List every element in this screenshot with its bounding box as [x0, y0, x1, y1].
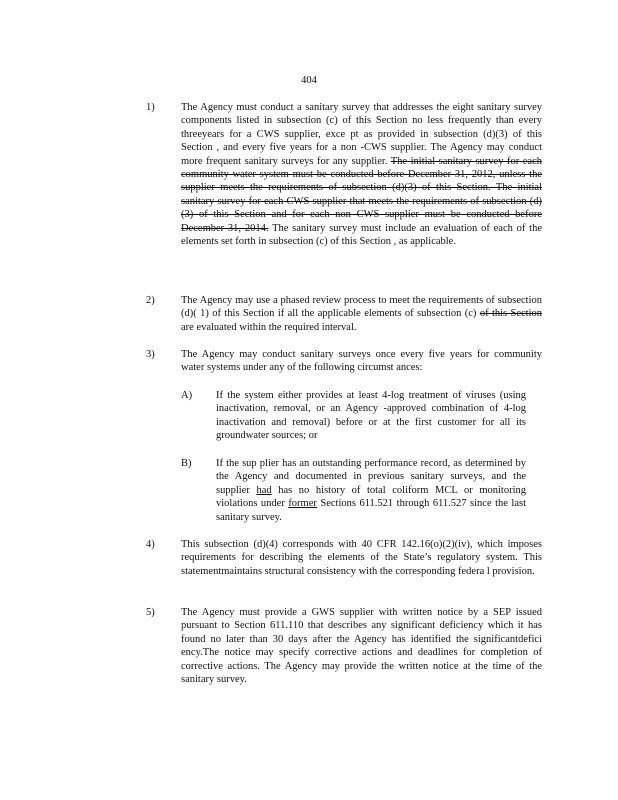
deleted-text: of this Section [479, 308, 542, 320]
page-number: 404 [301, 75, 317, 86]
item-number: 1) [146, 102, 155, 113]
item-text [216, 389, 526, 443]
item-text [181, 606, 542, 686]
inserted-text: former [288, 498, 317, 510]
item-text [181, 294, 542, 334]
item-text [181, 101, 542, 248]
text-segment: are evaluated within the required interval. [181, 321, 357, 333]
text-segment: The Agency may conduct sanitary surveys once every five years for community water systems under any of the following circumst ances: [181, 349, 542, 374]
item-text [181, 538, 542, 578]
item-number: 2) [146, 295, 155, 306]
text-segment: has no history of total coliform MCL or monitoring violations under [216, 484, 526, 510]
item-number: B) [181, 458, 192, 469]
text-segment: The Agency must conduct a sanitary survey that addresses the eight sanitary survey components listed in subsection (c) of this Section no less frequently than every threeyears for a CWS supplier, exce pt as provided in subsection (d)(3) of this Section , and every five years for a non -CWS supplier. The Agency may conduct more frequent sanitary surveys for any supplier. [181, 102, 542, 167]
item-number: 3) [146, 349, 155, 360]
item-number: 4) [146, 539, 155, 550]
text-segment: Sections 611.521 through 611.527 since the last sanitary survey. [216, 498, 527, 523]
text-segment: The Agency must provide a GWS supplier with written notice by a SEP issued pursuant to Section 611.110 that describes any significant deficiency which it has found no later than 30 days after the Agency has identified the significantdefici ency.The notice may specify corrective actions and deadlines for completion of corrective actions. The Agency may provide the written notice at the time of the sanitary survey. [181, 607, 542, 686]
text-segment: The sanitary survey must include an evaluation of each of the elements set forth in subsection (c) of this Section , as applicable. [181, 222, 543, 248]
inserted-text: had [256, 484, 272, 496]
text-segment: If the system either provides at least 4-log treatment of viruses (using inactivation, removal, or an Agency -approved combination of 4-log inactivation and removal) before or at the first customer for all its groundwater sources; or [216, 390, 526, 442]
item-number: 5) [146, 607, 155, 618]
deleted-text: The initial sanitary survey for each community water system must be conducted before December 31, 2012, unless the supplier meets the requirements of subsection (d)(3) of this Section. The initial sanitary survey for each CWS supplier that meets the requirements of subsection (d)(3) of this Section and for each non CWS supplier must be conducted before December 31, 2014. [181, 155, 543, 234]
item-text [181, 348, 542, 375]
text-segment: The Agency may use a phased review process to meet the requirements of subsection (d)( 1) of this Section if all the applicable elements of subsection (c) [181, 295, 542, 320]
text-segment: If the sup plier has an outstanding performance record, as determined by the Agency and documented in previous sanitary surveys, and the supplier [216, 458, 526, 496]
text-segment: This subsection (d)(4) corresponds with 40 CFR 142.16(o)(2)(iv), which imposes requirements for describing the elements of the State’s regulatory system. This statementmaintains structural consistency with the corresponding federa l provision. [181, 539, 542, 577]
item-number: A) [181, 390, 193, 401]
item-text [216, 457, 526, 524]
